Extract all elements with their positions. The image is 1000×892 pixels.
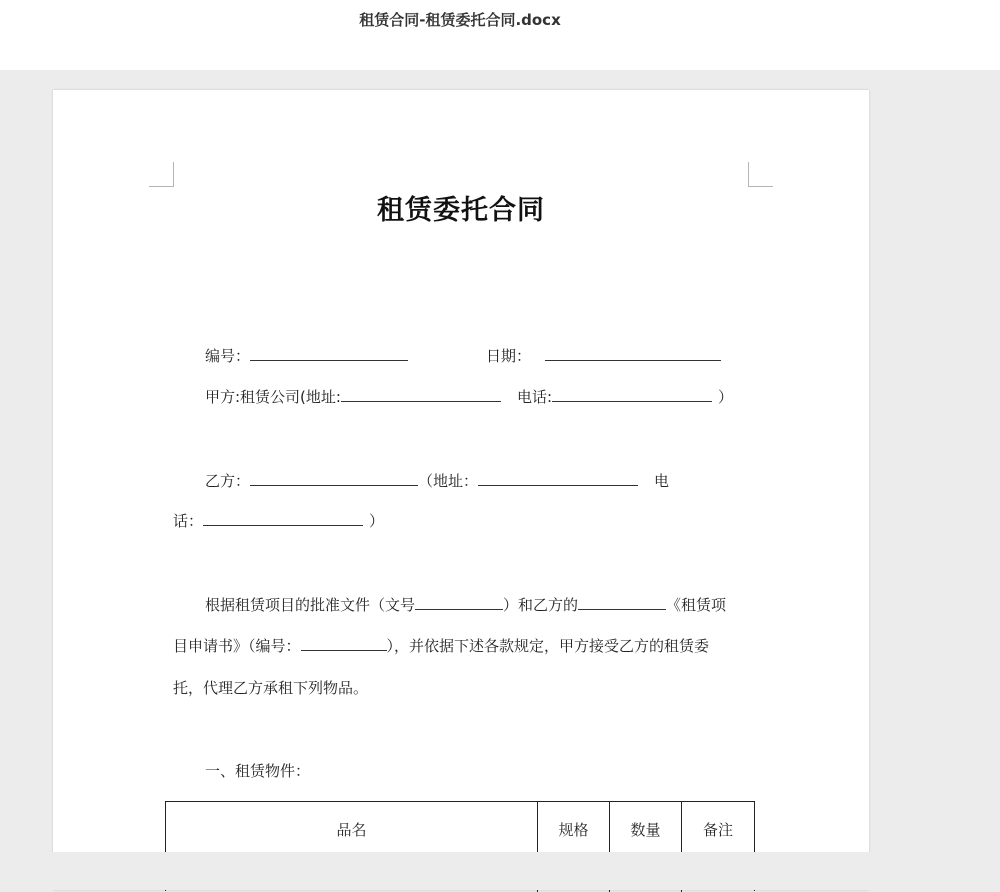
party-b-phone-start: 电	[654, 472, 670, 490]
header-remarks: 备注	[702, 821, 733, 839]
document-page[interactable]	[53, 90, 869, 890]
bottom-bar	[0, 852, 1000, 890]
party-a-phone-label: 电话:	[516, 388, 553, 406]
party-a-label: 甲方:租赁公司(地址:	[205, 388, 341, 406]
date-line	[486, 346, 721, 366]
section-heading-1: 一、租赁物件：	[205, 762, 311, 780]
para-text-3: 托，代理乙方承租下列物品。	[173, 679, 369, 697]
party-b-phone-line	[173, 511, 384, 531]
document-title: 租赁委托合同	[377, 195, 545, 226]
margin-corner-mark-right	[748, 162, 773, 187]
party-b-phone-end: 话：	[173, 512, 204, 530]
party-b-address-label: （地址：	[418, 472, 479, 490]
number-blank	[250, 346, 408, 361]
paragraph-line-3	[173, 678, 368, 698]
margin-corner-mark-left	[149, 162, 174, 187]
header-item-name: 品名	[336, 821, 367, 839]
party-a-line	[205, 387, 733, 407]
para-text-1b: ）和乙方的	[503, 596, 579, 614]
party-a-phone-blank	[552, 387, 712, 402]
number-line	[205, 346, 408, 366]
party-b-line	[205, 471, 669, 491]
party-b-close: ）	[369, 512, 385, 530]
party-b-name-blank	[250, 471, 418, 486]
applicant-blank	[578, 595, 666, 610]
header-spec: 规格	[558, 821, 589, 839]
party-b-label: 乙方：	[205, 472, 251, 490]
party-b-phone-blank	[203, 511, 363, 526]
para-text-1a: 根据租赁项目的批准文件（文号	[205, 596, 416, 614]
doc-no-blank	[415, 595, 503, 610]
para-text-1c: 《租赁项	[666, 596, 727, 614]
number-label: 编号：	[205, 347, 251, 365]
para-text-2b: ），并依据下述各款规定，甲方接受乙方的租赁委	[386, 637, 710, 655]
date-blank	[545, 346, 721, 361]
file-title: 租赁合同-租赁委托合同.docx	[359, 11, 561, 29]
party-b-address-blank	[478, 471, 638, 486]
party-a-close: ）	[718, 388, 734, 406]
party-a-address-blank	[341, 387, 501, 402]
paragraph-line-2	[173, 636, 709, 656]
paragraph-line-1	[205, 595, 726, 615]
para-text-2a: 目申请书》（编号：	[173, 637, 301, 655]
title-bar	[0, 0, 1000, 70]
header-quantity: 数量	[630, 821, 661, 839]
application-no-blank	[301, 636, 387, 651]
date-label: 日期：	[486, 347, 532, 365]
